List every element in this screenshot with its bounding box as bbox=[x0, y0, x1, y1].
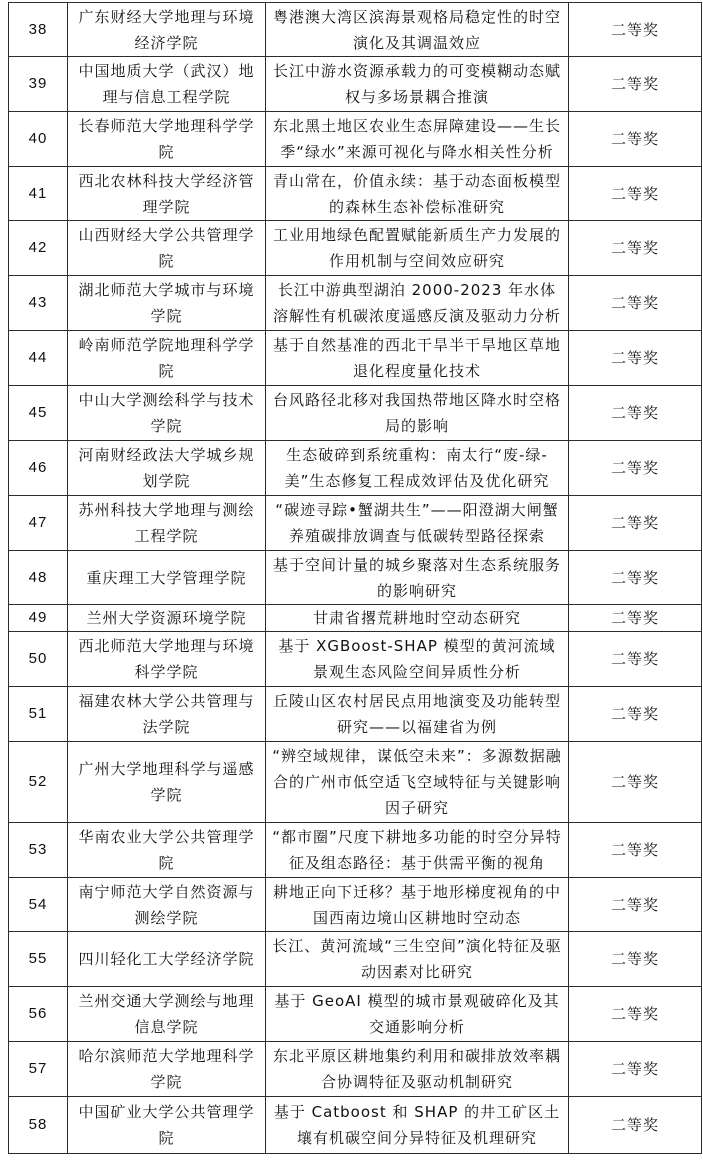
table-row bbox=[9, 1097, 702, 1154]
award-level: 二等奖 bbox=[610, 349, 659, 367]
row-number: 47 bbox=[28, 514, 48, 531]
award-level-cell bbox=[569, 221, 702, 276]
project-title: 生态破碎到系统重构：南太行“废-绿-美”生态修复工程成效评估及优化研究 bbox=[284, 446, 550, 490]
project-title: 东北黑土地区农业生态屏障建设——生长季“绿水”来源可视化与降水相关性分析 bbox=[272, 117, 561, 161]
row-number: 45 bbox=[28, 404, 48, 421]
row-number: 38 bbox=[28, 20, 48, 38]
school-name: 山西财经大学公共管理学院 bbox=[78, 226, 255, 270]
project-title-cell bbox=[266, 687, 569, 742]
award-level: 二等奖 bbox=[610, 75, 659, 93]
project-title: 基于 Catboost 和 SHAP 的井工矿区土壤有机碳空间分异特征及机理研究 bbox=[273, 1103, 561, 1147]
school-name-cell bbox=[68, 987, 266, 1042]
row-number-cell bbox=[9, 632, 68, 687]
row-number-cell bbox=[9, 687, 68, 742]
school-name: 苏州科技大学地理与测绘工程学院 bbox=[78, 501, 255, 545]
row-number-cell bbox=[9, 987, 68, 1042]
award-level-cell bbox=[569, 551, 702, 605]
project-title-cell bbox=[266, 551, 569, 605]
row-number: 41 bbox=[28, 184, 48, 202]
table-row bbox=[9, 3, 702, 57]
table-row bbox=[9, 687, 702, 742]
project-title: 青山常在，价值永续：基于动态面板模型的森林生态补偿标准研究 bbox=[272, 171, 561, 216]
project-title: 耕地正向下迁移？基于地形梯度视角的中国西南边境山区耕地时空动态 bbox=[272, 882, 561, 927]
award-level-cell bbox=[569, 496, 702, 551]
award-level: 二等奖 bbox=[610, 609, 659, 627]
school-name: 中国矿业大学公共管理学院 bbox=[78, 1103, 255, 1147]
row-number-cell bbox=[9, 1042, 68, 1097]
row-number-cell bbox=[9, 221, 68, 276]
row-number: 57 bbox=[28, 1060, 48, 1077]
school-name-cell bbox=[68, 687, 266, 742]
award-level: 二等奖 bbox=[610, 514, 659, 532]
school-name-cell bbox=[68, 1042, 266, 1097]
table-row bbox=[9, 496, 702, 551]
project-title-cell bbox=[266, 386, 569, 441]
school-name: 兰州交通大学测绘与地理信息学院 bbox=[78, 992, 255, 1036]
award-level: 二等奖 bbox=[610, 1116, 659, 1134]
row-number: 42 bbox=[28, 239, 48, 256]
row-number-cell bbox=[9, 331, 68, 386]
award-level-cell bbox=[569, 112, 702, 167]
school-name: 长春师范大学地理科学学院 bbox=[78, 117, 255, 161]
project-title-cell bbox=[266, 987, 569, 1042]
school-name: 重庆理工大学管理学院 bbox=[86, 568, 247, 587]
school-name-cell bbox=[68, 386, 266, 441]
table-row bbox=[9, 987, 702, 1042]
row-number-cell bbox=[9, 1097, 68, 1154]
project-title-cell bbox=[266, 3, 569, 57]
project-title: 基于 GeoAI 模型的城市景观破碎化及其交通影响分析 bbox=[274, 992, 560, 1036]
project-title-cell bbox=[266, 331, 569, 386]
school-name: 兰州大学资源环境学院 bbox=[86, 609, 247, 627]
school-name-cell bbox=[68, 221, 266, 276]
school-name: 岭南师范学院地理科学学院 bbox=[78, 336, 255, 380]
school-name: 华南农业大学公共管理学院 bbox=[78, 828, 255, 872]
award-level: 二等奖 bbox=[610, 773, 659, 791]
school-name-cell bbox=[68, 167, 266, 221]
award-level: 二等奖 bbox=[610, 950, 659, 968]
school-name-cell bbox=[68, 3, 266, 57]
project-title-cell bbox=[266, 823, 569, 878]
row-number: 54 bbox=[28, 895, 48, 913]
row-number: 39 bbox=[28, 75, 48, 92]
school-name-cell bbox=[68, 632, 266, 687]
project-title-cell bbox=[266, 496, 569, 551]
row-number-cell bbox=[9, 276, 68, 331]
school-name-cell bbox=[68, 932, 266, 987]
project-title-cell bbox=[266, 441, 569, 496]
table-row bbox=[9, 742, 702, 823]
school-name-cell bbox=[68, 112, 266, 167]
table-row bbox=[9, 441, 702, 496]
project-title: 长江、黄河流域“三生空间”演化特征及驱动因素对比研究 bbox=[272, 937, 562, 981]
table-row bbox=[9, 112, 702, 167]
table-row bbox=[9, 221, 702, 276]
school-name-cell bbox=[68, 551, 266, 605]
project-title-cell bbox=[266, 57, 569, 112]
row-number-cell bbox=[9, 878, 68, 932]
row-number: 44 bbox=[28, 349, 48, 366]
award-level-cell bbox=[569, 605, 702, 632]
row-number-cell bbox=[9, 112, 68, 167]
table-row bbox=[9, 386, 702, 441]
school-name-cell bbox=[68, 276, 266, 331]
award-level: 二等奖 bbox=[610, 404, 659, 422]
award-level: 二等奖 bbox=[610, 1060, 659, 1078]
row-number: 48 bbox=[28, 568, 48, 586]
school-name: 广州大学地理科学与遥感学院 bbox=[78, 760, 255, 804]
school-name: 中国地质大学（武汉）地理与信息工程学院 bbox=[78, 62, 255, 106]
row-number-cell bbox=[9, 551, 68, 605]
project-title: 台风路径北移对我国热带地区降水时空格局的影响 bbox=[272, 391, 561, 435]
project-title: 工业用地绿色配置赋能新质生产力发展的作用机制与空间效应研究 bbox=[272, 226, 561, 270]
row-number: 55 bbox=[28, 950, 48, 967]
school-name-cell bbox=[68, 331, 266, 386]
project-title-cell bbox=[266, 878, 569, 932]
table-row bbox=[9, 932, 702, 987]
row-number-cell bbox=[9, 3, 68, 57]
table-row bbox=[9, 1042, 702, 1097]
row-number-cell bbox=[9, 167, 68, 221]
row-number-cell bbox=[9, 496, 68, 551]
project-title-cell bbox=[266, 742, 569, 823]
school-name-cell bbox=[68, 496, 266, 551]
award-level-cell bbox=[569, 386, 702, 441]
project-title-cell bbox=[266, 112, 569, 167]
award-level-cell bbox=[569, 276, 702, 331]
award-level: 二等奖 bbox=[610, 1005, 659, 1023]
row-number: 58 bbox=[28, 1116, 48, 1133]
award-level-cell bbox=[569, 57, 702, 112]
row-number: 56 bbox=[28, 1005, 48, 1022]
award-level-cell bbox=[569, 1042, 702, 1097]
award-level: 二等奖 bbox=[610, 895, 659, 914]
table-row bbox=[9, 331, 702, 386]
award-level-cell bbox=[569, 3, 702, 57]
project-title: “碳迹寻踪•蟹湖共生”——阳澄湖大闸蟹养殖碳排放调查与低碳转型路径探索 bbox=[275, 501, 559, 545]
school-name: 湖北师范大学城市与环境学院 bbox=[78, 281, 255, 325]
award-level: 二等奖 bbox=[610, 294, 659, 312]
row-number: 49 bbox=[28, 609, 48, 626]
award-level-cell bbox=[569, 742, 702, 823]
school-name-cell bbox=[68, 878, 266, 932]
project-title: 粤港澳大湾区滨海景观格局稳定性的时空演化及其调温效应 bbox=[272, 7, 561, 52]
school-name-cell bbox=[68, 57, 266, 112]
project-title-cell bbox=[266, 221, 569, 276]
project-title: 长江中游水资源承载力的可变模糊动态赋权与多场景耦合推演 bbox=[272, 62, 561, 106]
school-name: 哈尔滨师范大学地理科学学院 bbox=[78, 1047, 255, 1091]
award-level: 二等奖 bbox=[610, 459, 659, 477]
row-number-cell bbox=[9, 57, 68, 112]
row-number-cell bbox=[9, 441, 68, 496]
row-number-cell bbox=[9, 742, 68, 823]
project-title: 基于 XGBoost-SHAP 模型的黄河流域景观生态风险空间异质性分析 bbox=[278, 637, 556, 681]
project-title-cell bbox=[266, 632, 569, 687]
school-name: 四川轻化工大学经济学院 bbox=[78, 950, 255, 968]
project-title: 丘陵山区农村居民点用地演变及功能转型研究——以福建省为例 bbox=[272, 692, 561, 736]
table-row bbox=[9, 551, 702, 605]
project-title-cell bbox=[266, 1042, 569, 1097]
award-level: 二等奖 bbox=[610, 568, 659, 587]
row-number: 53 bbox=[28, 841, 48, 858]
row-number-cell bbox=[9, 823, 68, 878]
project-title-cell bbox=[266, 605, 569, 632]
school-name-cell bbox=[68, 742, 266, 823]
awards-table bbox=[8, 2, 702, 1154]
school-name: 南宁师范大学自然资源与测绘学院 bbox=[78, 882, 255, 927]
row-number: 43 bbox=[28, 294, 48, 311]
school-name-cell bbox=[68, 823, 266, 878]
project-title: “都市圈”尺度下耕地多功能的时空分异特征及组态路径：基于供需平衡的视角 bbox=[272, 828, 562, 872]
award-level: 二等奖 bbox=[610, 841, 659, 859]
award-level-cell bbox=[569, 878, 702, 932]
project-title-cell bbox=[266, 167, 569, 221]
school-name: 河南财经政法大学城乡规划学院 bbox=[78, 446, 255, 490]
table-row bbox=[9, 823, 702, 878]
table-row bbox=[9, 276, 702, 331]
award-level: 二等奖 bbox=[610, 20, 659, 39]
project-title: 长江中游典型湖泊 2000-2023 年水体溶解性有机碳浓度遥感反演及驱动力分析 bbox=[272, 281, 561, 325]
school-name: 福建农林大学公共管理与法学院 bbox=[78, 692, 255, 736]
project-title: “辨空域规律，谋低空未来”：多源数据融合的广州市低空适飞空域特征与关键影响因子研究 bbox=[272, 747, 562, 817]
table-row bbox=[9, 57, 702, 112]
school-name-cell bbox=[68, 605, 266, 632]
school-name-cell bbox=[68, 1097, 266, 1154]
award-level-cell bbox=[569, 632, 702, 687]
school-name: 广东财经大学地理与环境经济学院 bbox=[78, 7, 255, 52]
award-level-cell bbox=[569, 987, 702, 1042]
school-name: 西北农林科技大学经济管理学院 bbox=[78, 171, 255, 216]
award-level-cell bbox=[569, 823, 702, 878]
school-name-cell bbox=[68, 441, 266, 496]
row-number-cell bbox=[9, 932, 68, 987]
award-level: 二等奖 bbox=[610, 130, 659, 148]
award-level-cell bbox=[569, 167, 702, 221]
award-level: 二等奖 bbox=[610, 650, 659, 668]
row-number-cell bbox=[9, 605, 68, 632]
awards-table-body bbox=[9, 3, 702, 1154]
school-name: 西北师范大学地理与环境科学学院 bbox=[78, 637, 255, 681]
row-number: 40 bbox=[28, 130, 48, 147]
project-title: 甘肃省撂荒耕地时空动态研究 bbox=[312, 609, 521, 627]
award-level: 二等奖 bbox=[610, 184, 659, 203]
row-number: 50 bbox=[28, 650, 48, 667]
award-level: 二等奖 bbox=[610, 239, 659, 257]
table-row bbox=[9, 605, 702, 632]
award-level-cell bbox=[569, 331, 702, 386]
project-title-cell bbox=[266, 932, 569, 987]
project-title: 东北平原区耕地集约利用和碳排放效率耦合协调特征及驱动机制研究 bbox=[272, 1047, 561, 1091]
row-number: 52 bbox=[28, 773, 48, 790]
row-number: 51 bbox=[28, 705, 48, 722]
award-level-cell bbox=[569, 687, 702, 742]
school-name: 中山大学测绘科学与技术学院 bbox=[78, 391, 255, 435]
row-number-cell bbox=[9, 386, 68, 441]
project-title: 基于自然基准的西北干旱半干旱地区草地退化程度量化技术 bbox=[272, 336, 561, 380]
award-level-cell bbox=[569, 1097, 702, 1154]
project-title-cell bbox=[266, 276, 569, 331]
award-level-cell bbox=[569, 441, 702, 496]
row-number: 46 bbox=[28, 459, 48, 476]
award-level: 二等奖 bbox=[610, 705, 659, 723]
table-row bbox=[9, 167, 702, 221]
table-row bbox=[9, 632, 702, 687]
table-row bbox=[9, 878, 702, 932]
project-title-cell bbox=[266, 1097, 569, 1154]
project-title: 基于空间计量的城乡聚落对生态系统服务的影响研究 bbox=[272, 555, 561, 600]
award-level-cell bbox=[569, 932, 702, 987]
